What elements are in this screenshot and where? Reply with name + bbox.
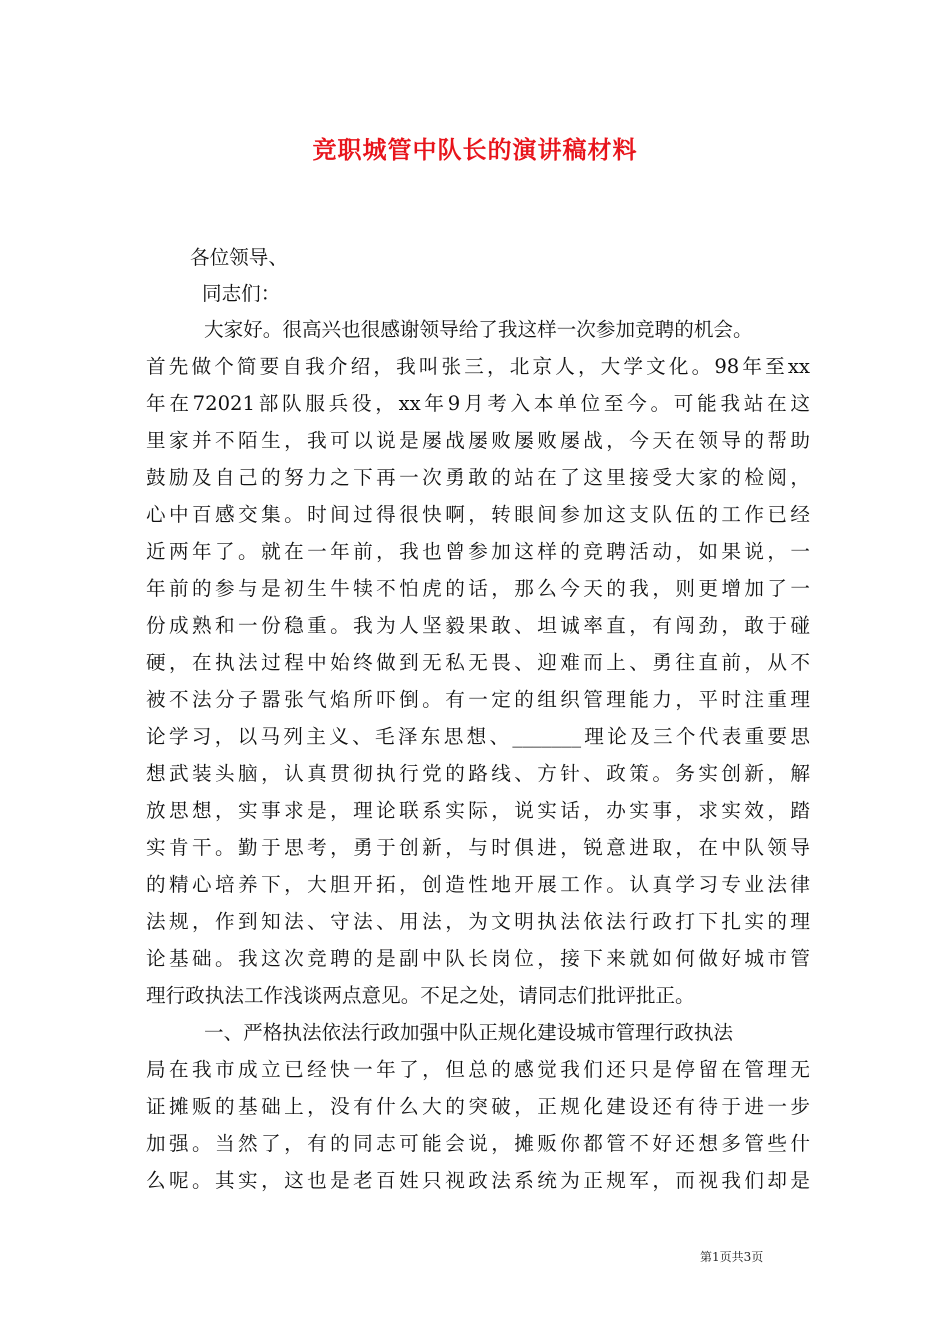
paragraph-line: 局在我市成立已经快一年了，但总的感觉我们还只是停留在管理无 <box>146 1058 810 1081</box>
paragraph-line: 硬，在执法过程中始终做到无私无畏、迎难而上、勇往直前，从不 <box>146 651 810 674</box>
paragraph-line: 论基础。我这次竞聘的是副中队长岗位，接下来就如何做好城市管 <box>146 947 810 970</box>
paragraph-line: 的精心培养下，大胆开拓，创造性地开展工作。认真学习专业法律 <box>146 873 810 896</box>
document-title: 竞职城管中队长的演讲稿材料 <box>312 135 638 164</box>
paragraph-line: 首先做个简要自我介绍，我叫张三，北京人，大学文化。98年至xx <box>146 355 810 378</box>
paragraph-line: 心中百感交集。时间过得很快啊，转眼间参加这支队伍的工作已经 <box>146 503 810 526</box>
paragraph-line: 放思想，实事求是，理论联系实际，说实话，办实事，求实效，踏 <box>146 799 810 822</box>
paragraph-line: 近两年了。就在一年前，我也曾参加这样的竞聘活动，如果说，一 <box>146 540 810 563</box>
paragraph-line: 想武装头脑，认真贯彻执行党的路线、方针、政策。务实创新，解 <box>146 762 810 785</box>
paragraph-line: 加强。当然了，有的同志可能会说，摊贩你都管不好还想多管些什 <box>146 1132 810 1155</box>
paragraph-line: 年在72021部队服兵役，xx年9月考入本单位至今。可能我站在这 <box>146 392 810 415</box>
paragraph-line: 大家好。很高兴也很感谢领导给了我这样一次参加竞聘的机会。 <box>204 318 753 341</box>
paragraph-line: 实肯干。勤于思考，勇于创新，与时俱进，锐意进取，在中队领导 <box>146 836 810 859</box>
paragraph-line: 么呢。其实，这也是老百姓只视政法系统为正规军，而视我们却是 <box>146 1169 810 1192</box>
paragraph-line: 年前的参与是初生牛犊不怕虎的话，那么今天的我，则更增加了一 <box>146 577 810 600</box>
salutation-line-2: 同志们： <box>202 282 281 305</box>
paragraph-line: 里家并不陌生，我可以说是屡战屡败屡败屡战，今天在领导的帮助 <box>146 429 810 452</box>
paragraph-line: 论学习，以马列主义、毛泽东思想、_______理论及三个代表重要思 <box>146 725 810 748</box>
salutation-line-1: 各位领导、 <box>190 246 288 269</box>
paragraph-line: 理行政执法工作浅谈两点意见。不足之处，请同志们批评批正。 <box>146 984 695 1007</box>
paragraph-line: 鼓励及自己的努力之下再一次勇敢的站在了这里接受大家的检阅， <box>146 466 810 489</box>
paragraph-line: 法规，作到知法、守法、用法，为文明执法依法行政打下扎实的理 <box>146 910 810 933</box>
paragraph-line: 被不法分子嚣张气焰所吓倒。有一定的组织管理能力，平时注重理 <box>146 688 810 711</box>
paragraph-line: 份成熟和一份稳重。我为人坚毅果敢、坦诚率直，有闯劲，敢于碰 <box>146 614 810 637</box>
paragraph-line: 一、严格执法依法行政加强中队正规化建设城市管理行政执法 <box>204 1021 734 1044</box>
page-number: 第1页共3页 <box>700 1250 764 1264</box>
paragraph-line: 证摊贩的基础上，没有什么大的突破，正规化建设还有待于进一步 <box>146 1095 810 1118</box>
